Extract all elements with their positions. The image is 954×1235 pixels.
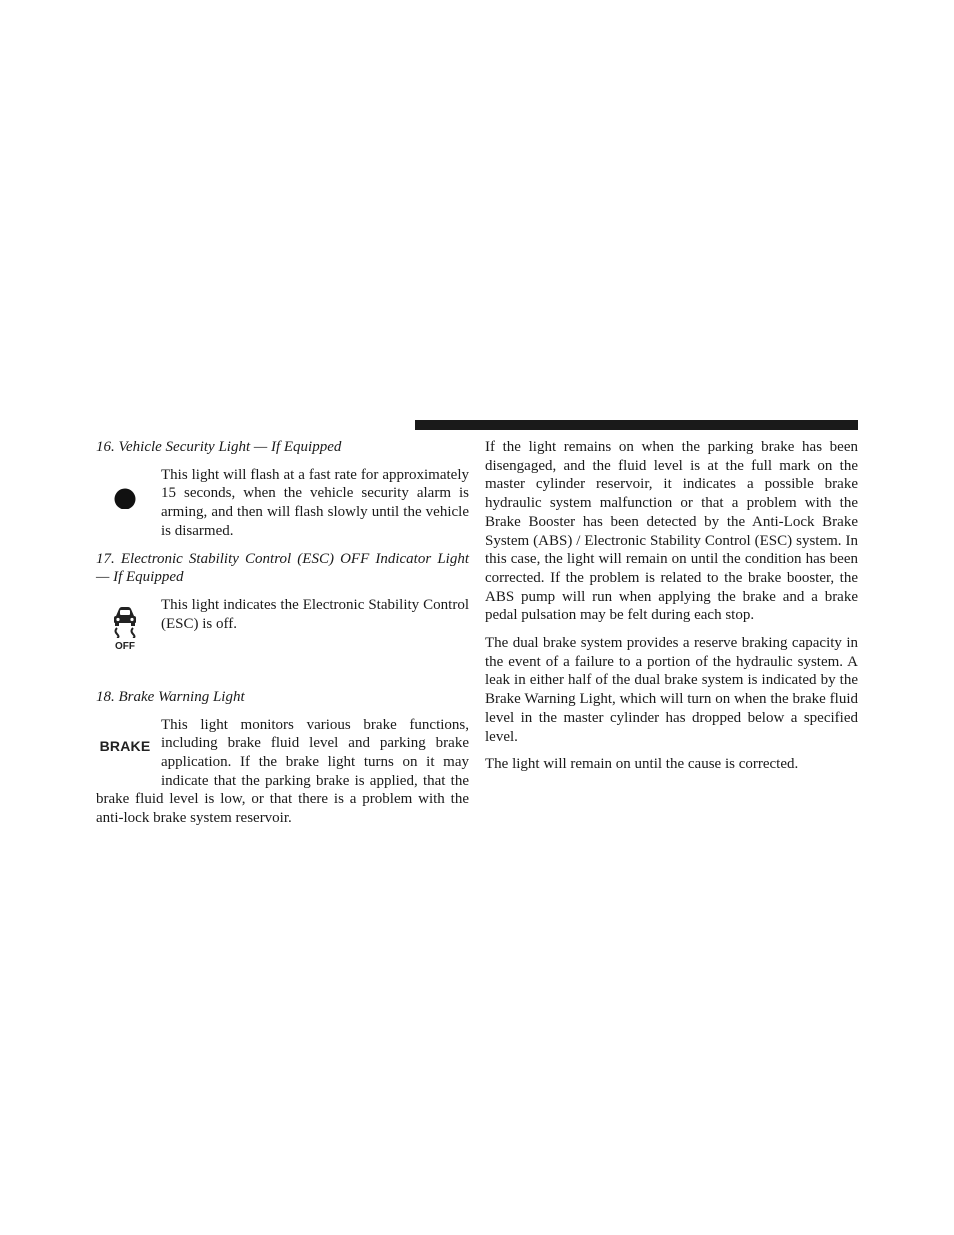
section-17-text: This light indicates the Electronic Stability Control (ESC) is off.: [161, 596, 469, 632]
section-16-item: [96, 466, 469, 541]
left-column: [96, 438, 469, 837]
right-paragraph-2: The dual brake system provides a reserve braking capacity in the event of a failure to a portion of the hydraulic system. A leak in either half of the dual brake system is indicated by the Brake Warning Light, which will turn on when the brake fluid level in the master cylinder has dropped below a specified level.: [485, 635, 858, 745]
right-paragraph-1: If the light remains on when the parking brake has been disengaged, and the fluid level is at the full mark on the master cylinder reservoir, it indicates a possible brake hydraulic system malfunction or that a problem with the Brake Booster has been detected by the Anti-Lock Brake System (ABS) / Electronic Stability Control (ESC) system. In this case, the light will remain on until the condition has been corrected. If the problem is related to the brake booster, the ABS pump will run when applying the brake and a brake pedal pulsation may be felt during each stop.: [485, 439, 858, 624]
esc-off-label: OFF: [115, 640, 135, 652]
section-18-heading: 18. Brake Warning Light: [96, 688, 245, 705]
right-column: [485, 438, 858, 783]
esc-off-icon: [96, 598, 154, 660]
section-16-text: This light will flash at a fast rate for approximately 15 seconds, when the vehicle security alarm is arming, and then will flash slowly until the vehicle is disarmed.: [161, 466, 469, 539]
brake-warning-icon: [96, 718, 154, 776]
section-17-heading: 17. Electronic Stability Control (ESC) OFF Indicator Light — If Equipped: [96, 550, 469, 586]
section-18-text: This light monitors various brake functions, including brake fluid level and parking brake application. If the brake light turns on it may indicate that the parking brake is applied, that the brake fluid level is low, or that there is a problem with the anti-lock brake system reservoir.: [96, 716, 469, 827]
brake-icon-label: BRAKE: [99, 738, 151, 755]
section-16-heading: 16. Vehicle Security Light — If Equipped: [96, 439, 342, 455]
security-dot-icon: [96, 468, 154, 524]
section-17-item: [96, 596, 469, 662]
header-rule: [415, 420, 858, 430]
right-paragraph-3: The light will remain on until the cause is corrected.: [485, 756, 799, 773]
section-18-item: [96, 716, 469, 828]
